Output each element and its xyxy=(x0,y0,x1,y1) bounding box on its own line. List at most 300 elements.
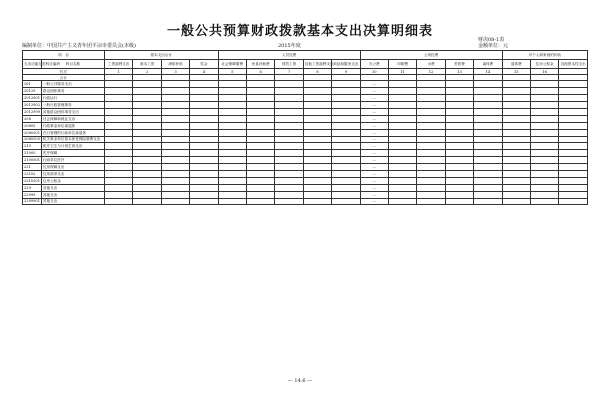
group-header: 基本支出合计 xyxy=(105,51,219,60)
dash-cell: — xyxy=(360,170,388,177)
empty-cell xyxy=(559,129,588,136)
table-row xyxy=(23,191,588,198)
empty-cell xyxy=(303,88,331,95)
empty-cell xyxy=(161,115,189,122)
empty-cell xyxy=(218,198,246,205)
empty-cell xyxy=(474,157,502,164)
empty-cell xyxy=(218,88,246,95)
account-code: 2299901 xyxy=(24,199,41,204)
empty-cell xyxy=(559,191,588,198)
column-header: 津贴补贴 xyxy=(161,60,189,69)
empty-cell xyxy=(530,81,558,88)
dash-cell: — xyxy=(360,95,388,102)
table-row xyxy=(23,143,588,150)
empty-cell xyxy=(303,108,331,115)
empty-cell xyxy=(332,150,360,157)
empty-cell xyxy=(133,108,161,115)
account-code: 22999 xyxy=(23,191,42,198)
empty-cell xyxy=(190,143,218,150)
empty-cell xyxy=(133,143,161,150)
empty-cell xyxy=(275,170,303,177)
empty-cell xyxy=(388,184,416,191)
empty-cell xyxy=(417,81,445,88)
empty-cell xyxy=(530,88,558,95)
empty-cell xyxy=(417,95,445,102)
empty-cell xyxy=(502,81,530,88)
account-code: 20129 xyxy=(23,88,42,95)
empty-cell xyxy=(417,170,445,177)
table-row xyxy=(23,157,588,164)
empty-cell xyxy=(502,184,530,191)
empty-cell xyxy=(275,102,303,109)
index-cell: 5 xyxy=(218,69,246,75)
empty-cell xyxy=(474,177,502,184)
empty-cell xyxy=(246,177,274,184)
account-name: 群众团体事务 xyxy=(41,88,104,95)
empty-cell xyxy=(474,184,502,191)
empty-cell xyxy=(133,102,161,109)
table-row xyxy=(23,129,588,136)
form-code: 财决08-1表 xyxy=(478,37,505,43)
empty-cell xyxy=(218,115,246,122)
empty-cell xyxy=(105,164,133,171)
empty-cell xyxy=(474,136,502,143)
empty-cell xyxy=(190,108,218,115)
empty-cell xyxy=(190,150,218,157)
account-code: 21005 xyxy=(23,150,42,157)
empty-cell xyxy=(502,102,530,109)
empty-cell xyxy=(275,81,303,88)
empty-cell xyxy=(105,95,133,102)
account-name: 行政事业单位离退休 xyxy=(41,122,104,129)
index-cell: 7 xyxy=(275,69,303,75)
empty-cell xyxy=(303,129,331,136)
empty-cell xyxy=(133,95,161,102)
empty-cell xyxy=(303,198,331,205)
empty-cell xyxy=(105,88,133,95)
empty-cell xyxy=(445,95,473,102)
empty-cell xyxy=(303,122,331,129)
account-name: 医疗保障 xyxy=(41,150,104,157)
column-header: 支出功能分类科目编码 xyxy=(23,60,42,69)
empty-cell xyxy=(388,143,416,150)
empty-cell xyxy=(105,122,133,129)
empty-cell xyxy=(332,164,360,171)
empty-cell xyxy=(417,108,445,115)
empty-cell xyxy=(105,136,133,143)
fiscal-year: 2015年度 xyxy=(278,43,301,49)
empty-cell xyxy=(559,81,588,88)
empty-cell xyxy=(417,164,445,171)
empty-cell xyxy=(445,122,473,129)
empty-cell xyxy=(559,157,588,164)
column-header: 科目名称 xyxy=(41,60,104,69)
empty-cell xyxy=(332,177,360,184)
empty-cell xyxy=(246,102,274,109)
empty-cell xyxy=(303,170,331,177)
empty-cell xyxy=(332,136,360,143)
table-row xyxy=(23,164,588,171)
empty-cell xyxy=(161,108,189,115)
empty-cell xyxy=(105,108,133,115)
empty-cell xyxy=(218,150,246,157)
table-row xyxy=(23,122,588,129)
empty-cell xyxy=(559,108,588,115)
empty-cell xyxy=(303,191,331,198)
empty-cell xyxy=(332,95,360,102)
empty-cell xyxy=(332,143,360,150)
account-name: 行政单位医疗 xyxy=(41,157,104,164)
account-code: 20805 xyxy=(23,122,42,129)
empty-cell xyxy=(332,115,360,122)
empty-cell xyxy=(502,88,530,95)
account-code: 208 xyxy=(23,115,42,122)
empty-cell xyxy=(161,81,189,88)
table-row xyxy=(23,177,588,184)
empty-cell xyxy=(332,170,360,177)
empty-cell xyxy=(161,102,189,109)
empty-cell xyxy=(246,150,274,157)
index-cell: 14 xyxy=(474,69,502,75)
empty-cell xyxy=(445,177,473,184)
empty-cell xyxy=(190,198,218,205)
empty-cell xyxy=(190,81,218,88)
table-row xyxy=(23,170,588,177)
table-row xyxy=(23,115,588,122)
account-name: 住房公积金 xyxy=(41,177,104,184)
empty-cell xyxy=(502,136,530,143)
empty-cell xyxy=(161,129,189,136)
column-header: 办公费 xyxy=(360,60,388,69)
account-name: 一般行政管理事务 xyxy=(41,102,104,109)
empty-cell xyxy=(246,136,274,143)
dash-cell: — xyxy=(360,122,388,129)
empty-cell xyxy=(105,191,133,198)
empty-cell xyxy=(105,115,133,122)
empty-cell xyxy=(218,136,246,143)
empty-cell xyxy=(303,95,331,102)
empty-cell xyxy=(275,184,303,191)
dash-cell: — xyxy=(360,177,388,184)
empty-cell xyxy=(474,95,502,102)
empty-cell xyxy=(474,191,502,198)
empty-cell xyxy=(190,170,218,177)
empty-cell xyxy=(190,164,218,171)
empty-cell xyxy=(530,129,558,136)
column-header: 印刷费 xyxy=(388,60,416,69)
empty-cell xyxy=(303,164,331,171)
empty-cell xyxy=(190,115,218,122)
empty-cell xyxy=(161,136,189,143)
column-header: 住房公积金 xyxy=(530,60,558,69)
empty-cell xyxy=(218,102,246,109)
empty-cell xyxy=(474,81,502,88)
empty-cell xyxy=(388,122,416,129)
empty-cell xyxy=(303,184,331,191)
empty-cell xyxy=(218,184,246,191)
empty-cell xyxy=(445,164,473,171)
empty-cell xyxy=(559,88,588,95)
empty-cell xyxy=(105,184,133,191)
account-code: 2012999 xyxy=(24,109,41,114)
empty-cell xyxy=(530,164,558,171)
empty-cell xyxy=(246,81,274,88)
empty-cell xyxy=(246,143,274,150)
empty-cell xyxy=(502,150,530,157)
empty-cell xyxy=(133,184,161,191)
empty-cell xyxy=(388,136,416,143)
account-name: 一般公共服务支出 xyxy=(41,81,104,88)
empty-cell xyxy=(246,157,274,164)
empty-cell xyxy=(161,170,189,177)
empty-cell xyxy=(502,108,530,115)
empty-cell xyxy=(474,122,502,129)
empty-cell xyxy=(133,170,161,177)
index-cell: 3 xyxy=(161,69,189,75)
empty-cell xyxy=(218,95,246,102)
empty-cell xyxy=(502,143,530,150)
empty-cell xyxy=(445,115,473,122)
empty-cell xyxy=(445,198,473,205)
empty-cell xyxy=(445,157,473,164)
empty-cell xyxy=(190,136,218,143)
empty-cell xyxy=(388,191,416,198)
column-header: 其他资本性支出 xyxy=(559,60,588,69)
empty-cell xyxy=(218,108,246,115)
empty-cell xyxy=(303,157,331,164)
empty-cell xyxy=(530,157,558,164)
group-header: 人员经费 xyxy=(218,51,360,60)
empty-cell xyxy=(218,157,246,164)
empty-cell xyxy=(417,88,445,95)
column-header: 商品和服务支出 xyxy=(332,60,360,69)
empty-cell xyxy=(388,108,416,115)
empty-cell xyxy=(417,184,445,191)
empty-cell xyxy=(190,122,218,129)
empty-cell xyxy=(474,88,502,95)
dash-cell: — xyxy=(360,108,388,115)
empty-cell xyxy=(275,95,303,102)
group-header: 公用经费 xyxy=(360,51,502,60)
empty-cell xyxy=(105,129,133,136)
empty-cell xyxy=(105,102,133,109)
empty-cell xyxy=(218,177,246,184)
empty-cell xyxy=(559,143,588,150)
empty-cell xyxy=(246,108,274,115)
empty-cell xyxy=(445,136,473,143)
expenditure-table xyxy=(22,50,588,205)
empty-cell xyxy=(559,102,588,109)
empty-cell xyxy=(161,164,189,171)
empty-cell xyxy=(133,81,161,88)
empty-cell xyxy=(417,115,445,122)
empty-cell xyxy=(388,95,416,102)
empty-cell xyxy=(303,81,331,88)
empty-cell xyxy=(133,157,161,164)
account-code: 201 xyxy=(23,81,42,88)
empty-cell xyxy=(388,150,416,157)
empty-cell xyxy=(246,95,274,102)
dash-cell: — xyxy=(360,143,388,150)
empty-cell xyxy=(474,129,502,136)
empty-cell xyxy=(502,157,530,164)
column-header: 社会保障缴费 xyxy=(218,60,246,69)
column-header: 退休费 xyxy=(502,60,530,69)
empty-cell xyxy=(275,150,303,157)
index-label: 栏次 xyxy=(23,69,105,75)
account-code: 22102 xyxy=(23,170,42,177)
total-label: 合计 xyxy=(23,75,105,81)
empty-cell xyxy=(218,129,246,136)
empty-cell xyxy=(530,198,558,205)
empty-cell xyxy=(133,191,161,198)
empty-cell xyxy=(502,95,530,102)
empty-cell xyxy=(161,143,189,150)
account-code: 2080505 xyxy=(24,137,41,142)
empty-cell xyxy=(246,184,274,191)
empty-cell xyxy=(388,81,416,88)
empty-cell xyxy=(246,115,274,122)
dash-cell: — xyxy=(360,115,388,122)
empty-cell xyxy=(417,150,445,157)
empty-cell xyxy=(161,198,189,205)
table-row xyxy=(23,88,588,95)
empty-cell xyxy=(190,102,218,109)
empty-cell xyxy=(105,143,133,150)
column-header: 差旅费 xyxy=(445,60,473,69)
account-code: 229 xyxy=(23,184,42,191)
empty-cell xyxy=(133,164,161,171)
empty-cell xyxy=(388,115,416,122)
empty-cell xyxy=(530,170,558,177)
account-name: 住房保障支出 xyxy=(41,164,104,171)
empty-cell xyxy=(417,191,445,198)
empty-cell xyxy=(388,198,416,205)
empty-cell xyxy=(388,164,416,171)
empty-cell xyxy=(332,108,360,115)
empty-cell xyxy=(275,191,303,198)
empty-cell xyxy=(417,129,445,136)
empty-cell xyxy=(303,143,331,150)
empty-cell xyxy=(190,95,218,102)
empty-cell xyxy=(190,129,218,136)
empty-cell xyxy=(474,108,502,115)
empty-cell xyxy=(559,136,588,143)
index-cell: 8 xyxy=(303,69,331,75)
empty-cell xyxy=(530,136,558,143)
empty-cell xyxy=(417,198,445,205)
column-header: 基本工资 xyxy=(133,60,161,69)
empty-cell xyxy=(559,122,588,129)
account-code: 210 xyxy=(23,143,42,150)
page-title: 一般公共预算财政拨款基本支出决算明细表 xyxy=(166,24,433,39)
dash-cell: — xyxy=(360,136,388,143)
empty-cell xyxy=(275,157,303,164)
empty-cell xyxy=(275,122,303,129)
empty-cell xyxy=(502,170,530,177)
empty-cell xyxy=(133,177,161,184)
empty-cell xyxy=(332,184,360,191)
empty-cell xyxy=(332,129,360,136)
account-name: 其他支出 xyxy=(41,198,104,205)
empty-cell xyxy=(332,122,360,129)
account-name: 行政运行 xyxy=(41,95,104,102)
empty-cell xyxy=(530,150,558,157)
empty-cell xyxy=(502,164,530,171)
dash-cell: — xyxy=(360,81,388,88)
empty-cell xyxy=(246,191,274,198)
empty-cell xyxy=(559,150,588,157)
table-row xyxy=(23,150,588,157)
empty-cell xyxy=(474,143,502,150)
empty-cell xyxy=(246,122,274,129)
index-cell: 16 xyxy=(530,69,558,75)
group-header: 项 目 xyxy=(23,51,105,60)
empty-cell xyxy=(161,177,189,184)
table-row xyxy=(23,108,588,115)
empty-cell xyxy=(275,136,303,143)
dash-cell: — xyxy=(360,150,388,157)
empty-cell xyxy=(445,129,473,136)
empty-cell xyxy=(246,164,274,171)
dash-cell: — xyxy=(360,129,388,136)
column-header: 水费 xyxy=(417,60,445,69)
empty-cell xyxy=(246,170,274,177)
empty-cell xyxy=(275,108,303,115)
empty-cell xyxy=(275,88,303,95)
empty-cell xyxy=(275,177,303,184)
index-cell: 2 xyxy=(133,69,161,75)
empty-cell xyxy=(275,164,303,171)
empty-cell xyxy=(445,88,473,95)
empty-cell xyxy=(530,102,558,109)
empty-cell xyxy=(388,129,416,136)
account-code: 2012901 xyxy=(24,96,41,101)
index-cell: 12 xyxy=(417,69,445,75)
empty-cell xyxy=(445,191,473,198)
empty-cell xyxy=(190,157,218,164)
empty-cell xyxy=(218,122,246,129)
empty-cell xyxy=(445,170,473,177)
table-row xyxy=(23,102,588,109)
empty-cell xyxy=(388,157,416,164)
empty-cell xyxy=(388,177,416,184)
index-cell: 15 xyxy=(502,69,530,75)
empty-cell xyxy=(161,88,189,95)
empty-cell xyxy=(474,102,502,109)
empty-cell xyxy=(190,177,218,184)
table-row xyxy=(23,184,588,191)
empty-cell xyxy=(388,88,416,95)
empty-cell xyxy=(246,198,274,205)
empty-cell xyxy=(246,88,274,95)
empty-cell xyxy=(445,108,473,115)
empty-cell xyxy=(474,198,502,205)
empty-cell xyxy=(417,136,445,143)
table-row xyxy=(23,198,588,205)
empty-cell xyxy=(218,164,246,171)
empty-cell xyxy=(190,184,218,191)
index-cell: 9 xyxy=(332,69,360,75)
empty-cell xyxy=(530,184,558,191)
empty-cell xyxy=(530,95,558,102)
column-header: 工资福利支出 xyxy=(105,60,133,69)
account-name: 其他支出 xyxy=(41,191,104,198)
dash-cell: — xyxy=(360,102,388,109)
empty-cell xyxy=(161,184,189,191)
empty-cell xyxy=(105,198,133,205)
empty-cell xyxy=(474,170,502,177)
